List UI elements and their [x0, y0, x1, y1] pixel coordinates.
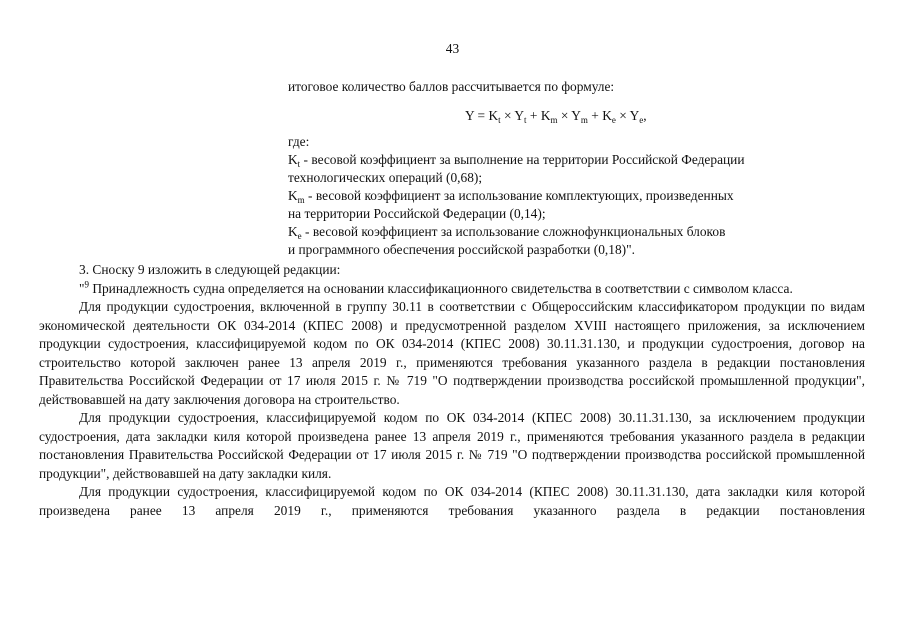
definition-km-symbol: K [288, 188, 298, 203]
formula-k3: K [602, 108, 612, 123]
definition-kt-symbol: K [288, 152, 298, 167]
formula-plus2: + [587, 108, 603, 123]
definition-kt-text: - весовой коэффициент за выполнение на территории Российской Федерации [300, 152, 745, 167]
body-text [39, 261, 865, 520]
formula-times3: × [615, 108, 630, 123]
definition-kt [288, 151, 848, 169]
formula-times2: × [557, 108, 572, 123]
definition-ke-text: - весовой коэффициент за использование сложнофункциональных блоков [301, 224, 726, 239]
definition-ke [288, 223, 848, 241]
footnote-9 [39, 280, 865, 299]
page-number: 43 [445, 41, 460, 56]
formula-k3-sub: e [611, 115, 616, 125]
formula-k2: K [540, 108, 551, 123]
formula-block [288, 78, 848, 259]
definition-km [288, 187, 848, 205]
formula-times1: × [500, 108, 515, 123]
footnote-number: 9 [84, 279, 89, 290]
formula-equation [288, 107, 848, 125]
definition-km-text: - весовой коэффициент за использование комплектующих, произведенных [304, 188, 734, 203]
formula-y1-sub: t [524, 115, 527, 125]
formula-k2-sub: m [550, 115, 558, 125]
definition-kt-cont: технологических операций (0,68); [288, 170, 483, 185]
formula-y3: Y [629, 108, 640, 123]
paragraph-3: Для продукции судостроения, классифицируемой кодом по ОК 034-2014 (КПЕС 2008) 30.11.31.130, дата закладки киля которой произведена ранее 13 апреля 2019 г., применяются требования указанного раздела в редакции постановления [39, 484, 865, 518]
formula-y1: Y [514, 108, 525, 123]
definition-ke-sub: e [297, 231, 302, 241]
paragraph-2: Для продукции судостроения, классифицируемой кодом по ОК 034-2014 (КПЕС 2008) 30.11.31.130, за исключением продукции судостроения, дата закладки киля которой произведена ранее 13 апреля 2019 г., применяются требования указанного раздела в редакции постановления Правительства Российской Федерации от 17 июля 2015 г. № 719 "О подтверждении производства российской промышленной продукции", действовавшей на дату закладки киля. [39, 410, 865, 481]
formula-plus1: + [526, 108, 541, 123]
formula-y2-sub: m [580, 115, 588, 125]
definition-km-sub: m [297, 195, 305, 205]
definition-kt-sub: t [297, 159, 301, 169]
section-3-heading: 3. Сноску 9 изложить в следующей редакции: [79, 262, 341, 277]
formula-tail: , [643, 108, 647, 123]
definition-ke-cont: и программного обеспечения российской разработки (0,18)". [288, 242, 635, 257]
definition-km-cont: на территории Российской Федерации (0,14); [288, 206, 546, 221]
formula-intro: итоговое количество баллов рассчитывается по формуле: [288, 79, 615, 94]
definition-ke-symbol: K [288, 224, 298, 239]
formula-y2: Y [571, 108, 581, 123]
formula-where: где: [288, 134, 310, 149]
formula-lhs: Y [465, 108, 475, 123]
formula-k1: K [488, 108, 499, 123]
formula-y3-sub: e [639, 115, 644, 125]
formula-k1-sub: t [498, 115, 501, 125]
paragraph-1: Для продукции судостроения, включенной в группу 30.11 в соответствии с Общероссийским классификатором продукции по видам экономической деятельности ОК 034-2014 (КПЕС 2008) и предусмотренной разделом XVIII настоящего приложения, за исключением продукции судостроения, классифицируемой кодом по ОК 034-2014 (КПЕС 2008) 30.11.31.130, и продукции судостроения, договор на строительство которой заключен ранее 13 апреля 2019 г., применяются требования указанного раздела в редакции постановления Правительства Российской Федерации от 17 июля 2015 г. № 719 "О подтверждении производства российской промышленной продукции", действовавшей на дату заключения договора на строительство. [39, 299, 865, 407]
footnote-text: Принадлежность судна определяется на основании классификационного свидетельства в соответствии с символом класса. [88, 280, 793, 296]
formula-eq: = [474, 108, 489, 123]
footnote-quote: " [79, 280, 85, 296]
